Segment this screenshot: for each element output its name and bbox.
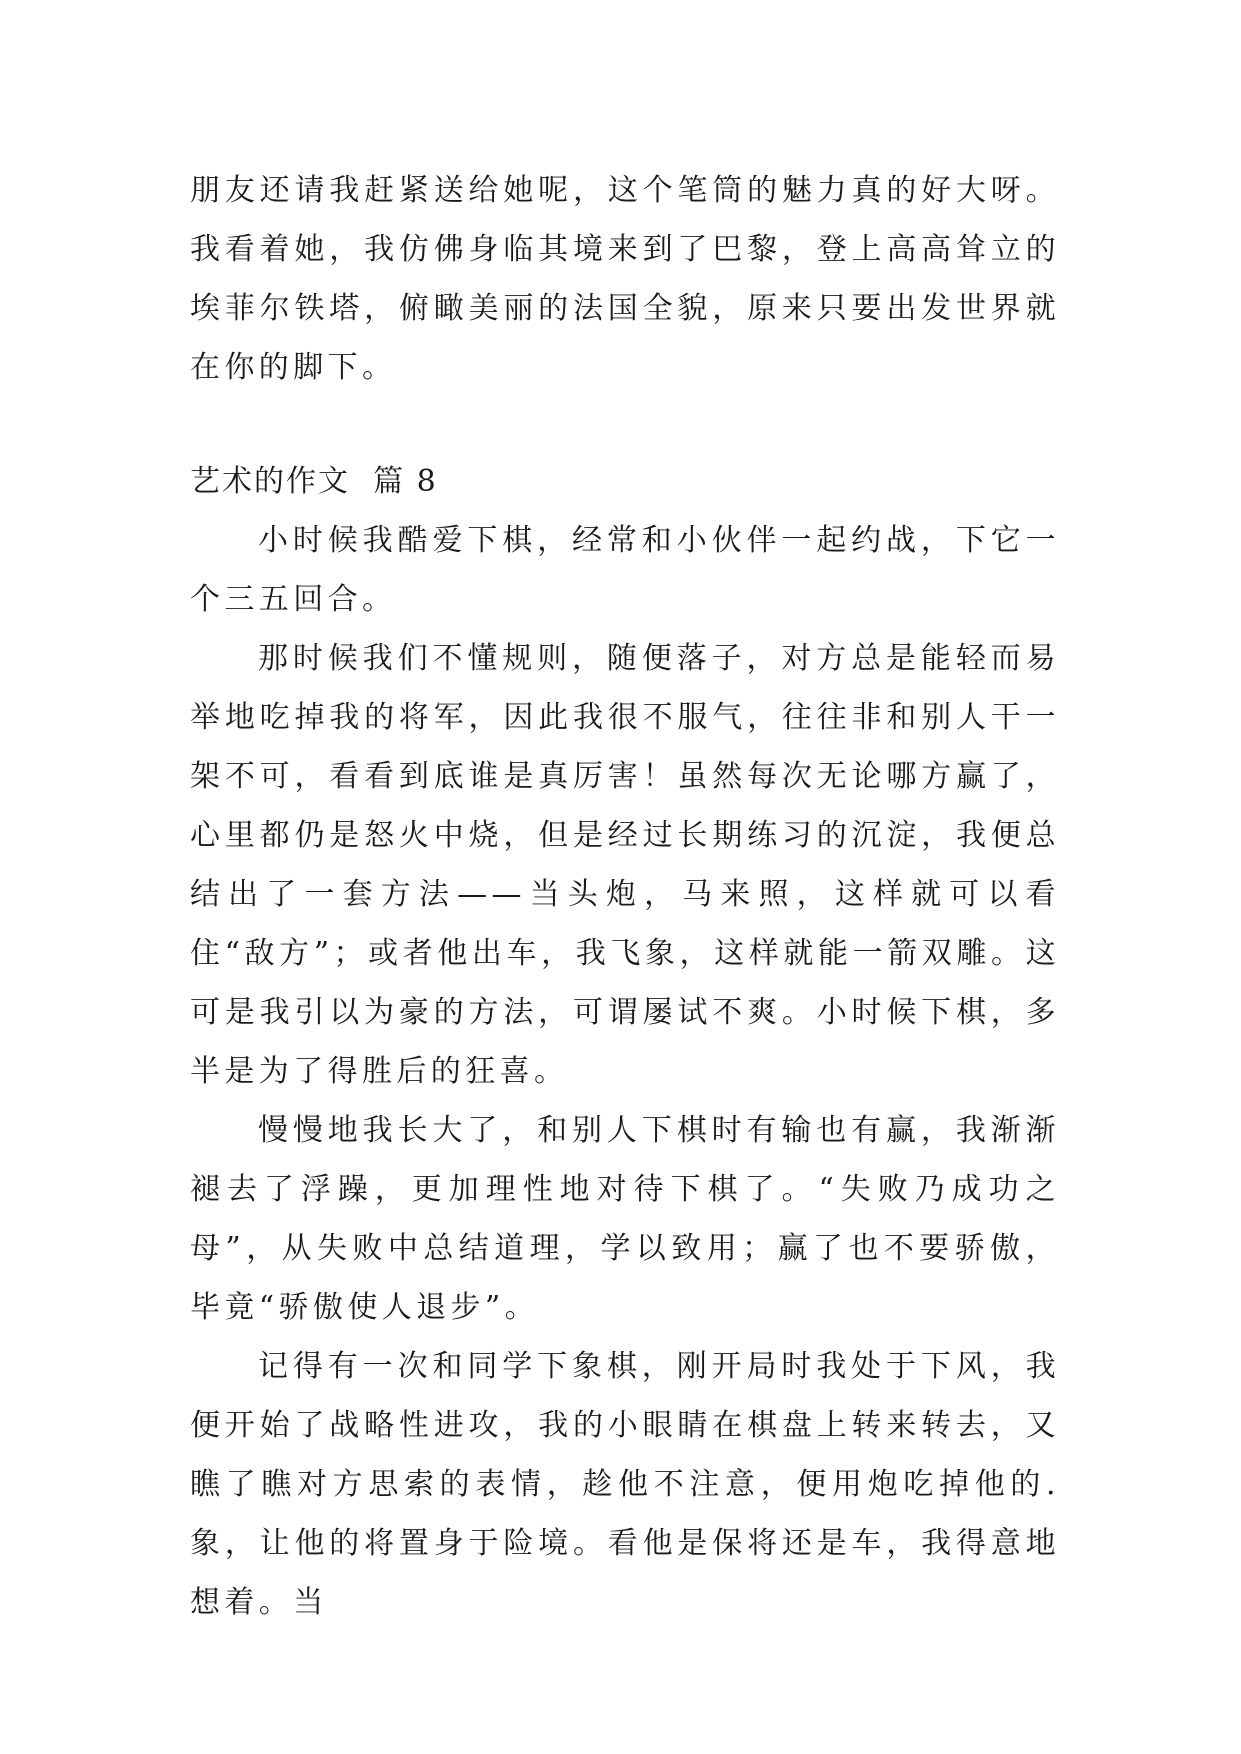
paragraph: 记得有一次和同学下象棋，刚开局时我处于下风，我便开始了战略性进攻，我的小眼睛在棋盘上转来转去，又瞧了瞧对方思索的表情，趁他不注意，便用炮吃掉他的.象，让他的将置身于险境。看他是保将还是车，我得意地想着。当 <box>190 1349 1060 1620</box>
essay-body <box>190 511 1060 1632</box>
section-heading: 艺术的作文 篇 8 <box>190 464 438 499</box>
paragraph: 小时候我酷爱下棋，经常和小伙伴一起约战，下它一个三五回合。 <box>190 523 1060 617</box>
paragraph: 那时候我们不懂规则，随便落子，对方总是能轻而易举地吃掉我的将军，因此我很不服气，往往非和别人干一架不可，看看到底谁是真厉害！虽然每次无论哪方赢了，心里都仍是怒火中烧，但是经过长期练习的沉淀，我便总结出了一套方法——当头炮，马来照，这样就可以看住“敌方”；或者他出车，我飞象，这样就能一箭双雕。这可是我引以为豪的方法，可谓屡试不爽。小时候下棋，多半是为了得胜后的狂喜。 <box>190 641 1060 1089</box>
paragraph: 慢慢地我长大了，和别人下棋时有输也有赢，我渐渐褪去了浮躁，更加理性地对待下棋了。“失败乃成功之母”，从失败中总结道理，学以致用；赢了也不要骄傲，毕竟“骄傲使人退步”。 <box>190 1113 1060 1325</box>
continuation-paragraph: 朋友还请我赶紧送给她呢，这个笔筒的魅力真的好大呀。我看着她，我仿佛身临其境来到了巴黎，登上高高耸立的埃菲尔铁塔，俯瞰美丽的法国全貌，原来只要出发世界就在你的脚下。 <box>190 173 1060 385</box>
